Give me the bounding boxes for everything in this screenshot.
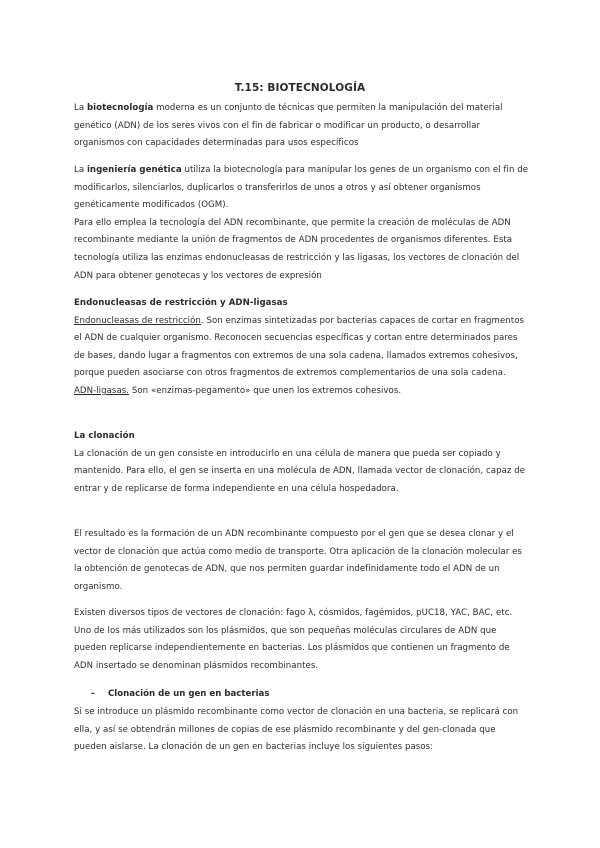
document-title: T.15: BIOTECNOLOGÍA [234,82,366,94]
intro-text: moderna es un conjunto de técnicas que permiten la manipulación del material genético (ADN) de los seres vivos con el fin de fabricar o modificar un producto, o desarrollar organismos con capacidades determinadas para usos específicos [74,103,503,149]
bacteria-paragraph: Si se introduce un plásmido recombinante como vector de clonación en una bacteria, se replicará con ella, y así se obtendrán millones de copias de ese plásmido recombinante y del gen-clonada que pueden aislarse. La clonación de un gen en bacterias incluye los siguientes pasos: [74,707,519,753]
enzymes-heading: Endonucleasas de restricción y ADN-ligasas [74,298,288,308]
bacteria-heading: Clonación de un gen en bacterias [108,689,270,699]
enzymes-section [74,295,530,401]
cloning-heading: La clonación [74,431,135,441]
intro-before: La [74,103,87,113]
cloning-paragraph-2: El resultado es la formación de un ADN recombinante compuesto por el gen que se desea clonar y el vector de clonación que actúa como medio de transporte. Otra aplicación de la clonación molecular es la obtención de genotecas de ADN, que nos permiten guardar indefinidamente todo el ADN de un organismo. [74,529,522,592]
ge-term: ingeniería genética [86,165,182,175]
ligase-term: ADN-ligasas. [74,385,130,396]
bullet-dash: - [91,689,95,699]
ge-before: La [74,165,87,175]
cloning-paragraph-3-block [74,605,530,675]
ge-paragraph-2: Para ello emplea la tecnología del ADN recombinante, que permite la creación de moléculas de ADN recombinante mediante la unión de fragmentos de ADN procedentes de organismos diferentes. Esta tecnología utiliza las enzimas endonucleasas de restricción y las ligasas, los vectores de clonación del ADN para obtener genotecas y los vectores de expresión [74,217,520,281]
cloning-paragraph-2-block [74,526,530,596]
endonuclease-text: . Son enzimas sintetizadas por bacterias capaces de cortar en fragmentos el ADN de cualquier organismo. Reconocen secuencias específicas y cortan entre determinados pares de bases, dando lugar a fragmentos con extremos de una sola cadena, llamados extremos cohesivos, porque pueden asociarse con otros fragmentos de extremos complementarios de una sola cadena. [74,315,525,379]
ge-text: utiliza la biotecnología para manipular los genes de un organismo con el fin de modificarlos, silenciarlos, duplicarlos o transferirlos de unos a otros y así obtener organismos genéticamente modificados (OGM). [74,165,529,211]
endonuclease-term: Endonucleasas de restricción [74,315,201,326]
intro-term: biotecnología [86,103,154,113]
bacteria-section [74,704,530,757]
ligase-text: Son «enzimas-pegamento» que unen los extremos cohesivos. [129,385,402,396]
cloning-section [74,428,530,498]
bacteria-bullet-heading [91,686,269,704]
intro-paragraph [74,100,530,153]
cloning-paragraph-3: Existen diversos tipos de vectores de clonación: fago λ, cósmidos, fagémidos, pUC18, YAC, BAC, etc. Uno de los más utilizados son los plásmidos, que son pequeñas moléculas circulares de ADN que pueden replicarse independientemente en bacterias. Los plásmidos que contienen un fragmento de ADN insertado se denominan plásmidos recombinantes. [74,608,513,671]
cloning-paragraph-1: La clonación de un gen consiste en introducirlo en una célula de manera que pueda ser copiado y mantenido. Para ello, el gen se inserta en una molécula de ADN, llamada vector de clonación, capaz de entrar y de replicarse de forma independiente en una célula hospedadora. [74,448,526,494]
genetic-engineering-section [74,162,530,285]
